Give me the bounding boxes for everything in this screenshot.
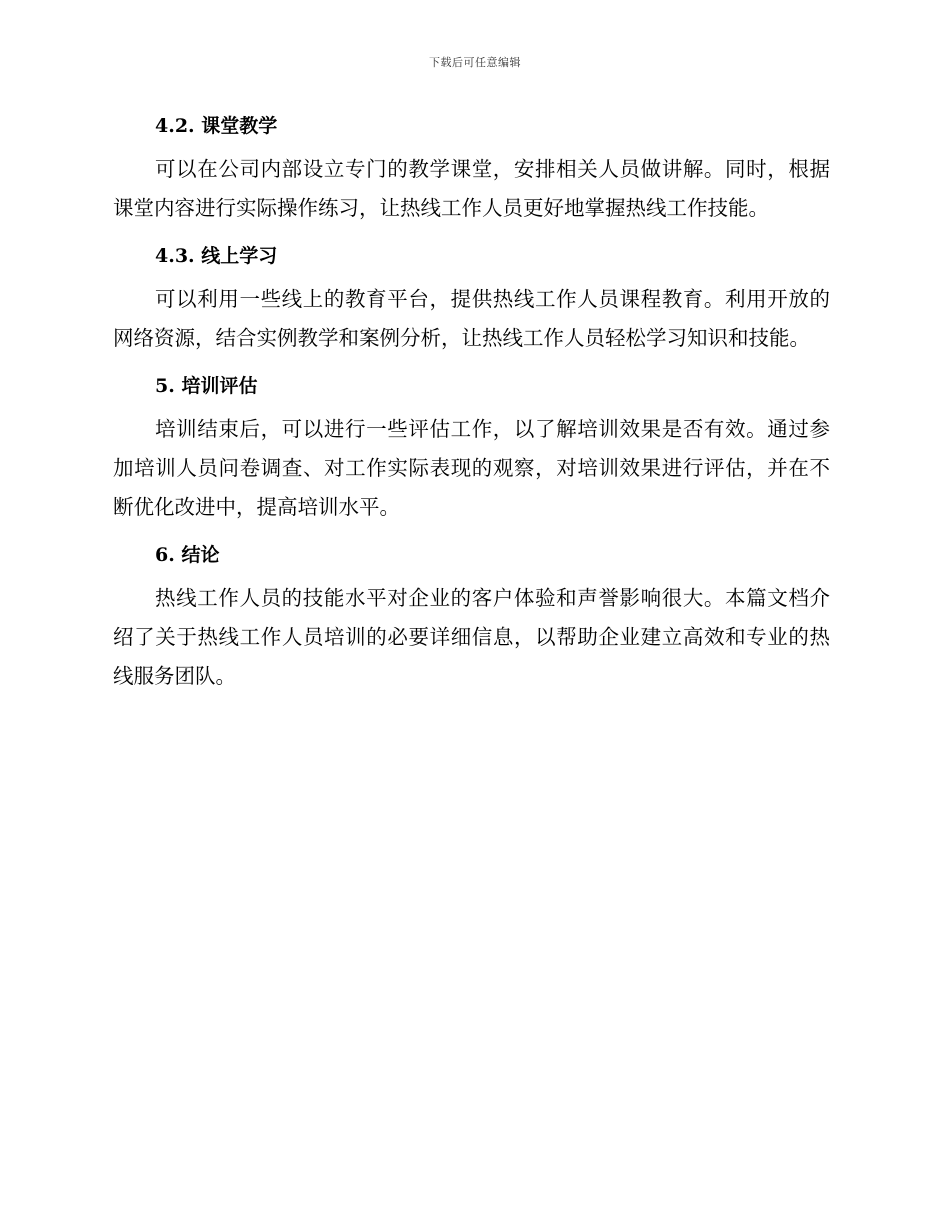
section-4-3 [113, 240, 830, 358]
section-heading: 5. 培训评估 [155, 375, 258, 397]
section-heading: 4.3. 线上学习 [155, 245, 278, 267]
section-paragraph: 可以利用一些线上的教育平台，提供热线工作人员课程教育。利用开放的网络资源，结合实例教学和案例分析，让热线工作人员轻松学习知识和技能。 [113, 287, 830, 350]
section-4-2 [113, 110, 830, 228]
section-paragraph: 可以在公司内部设立专门的教学课堂，安排相关人员做讲解。同时，根据课堂内容进行实际操作练习，让热线工作人员更好地掌握热线工作技能。 [113, 157, 830, 220]
section-5 [113, 370, 830, 527]
section-paragraph: 热线工作人员的技能水平对企业的客户体验和声誉影响很大。本篇文档介绍了关于热线工作人员培训的必要详细信息，以帮助企业建立高效和专业的热线服务团队。 [113, 586, 830, 688]
document-body [113, 110, 830, 708]
page-header: 下载后可任意编辑 [429, 56, 521, 69]
section-heading: 4.2. 课堂教学 [155, 115, 278, 137]
section-paragraph: 培训结束后，可以进行一些评估工作，以了解培训效果是否有效。通过参加培训人员问卷调查、对工作实际表现的观察，对培训效果进行评估，并在不断优化改进中，提高培训水平。 [113, 417, 830, 519]
section-6 [113, 539, 830, 696]
section-heading: 6. 结论 [155, 544, 220, 566]
